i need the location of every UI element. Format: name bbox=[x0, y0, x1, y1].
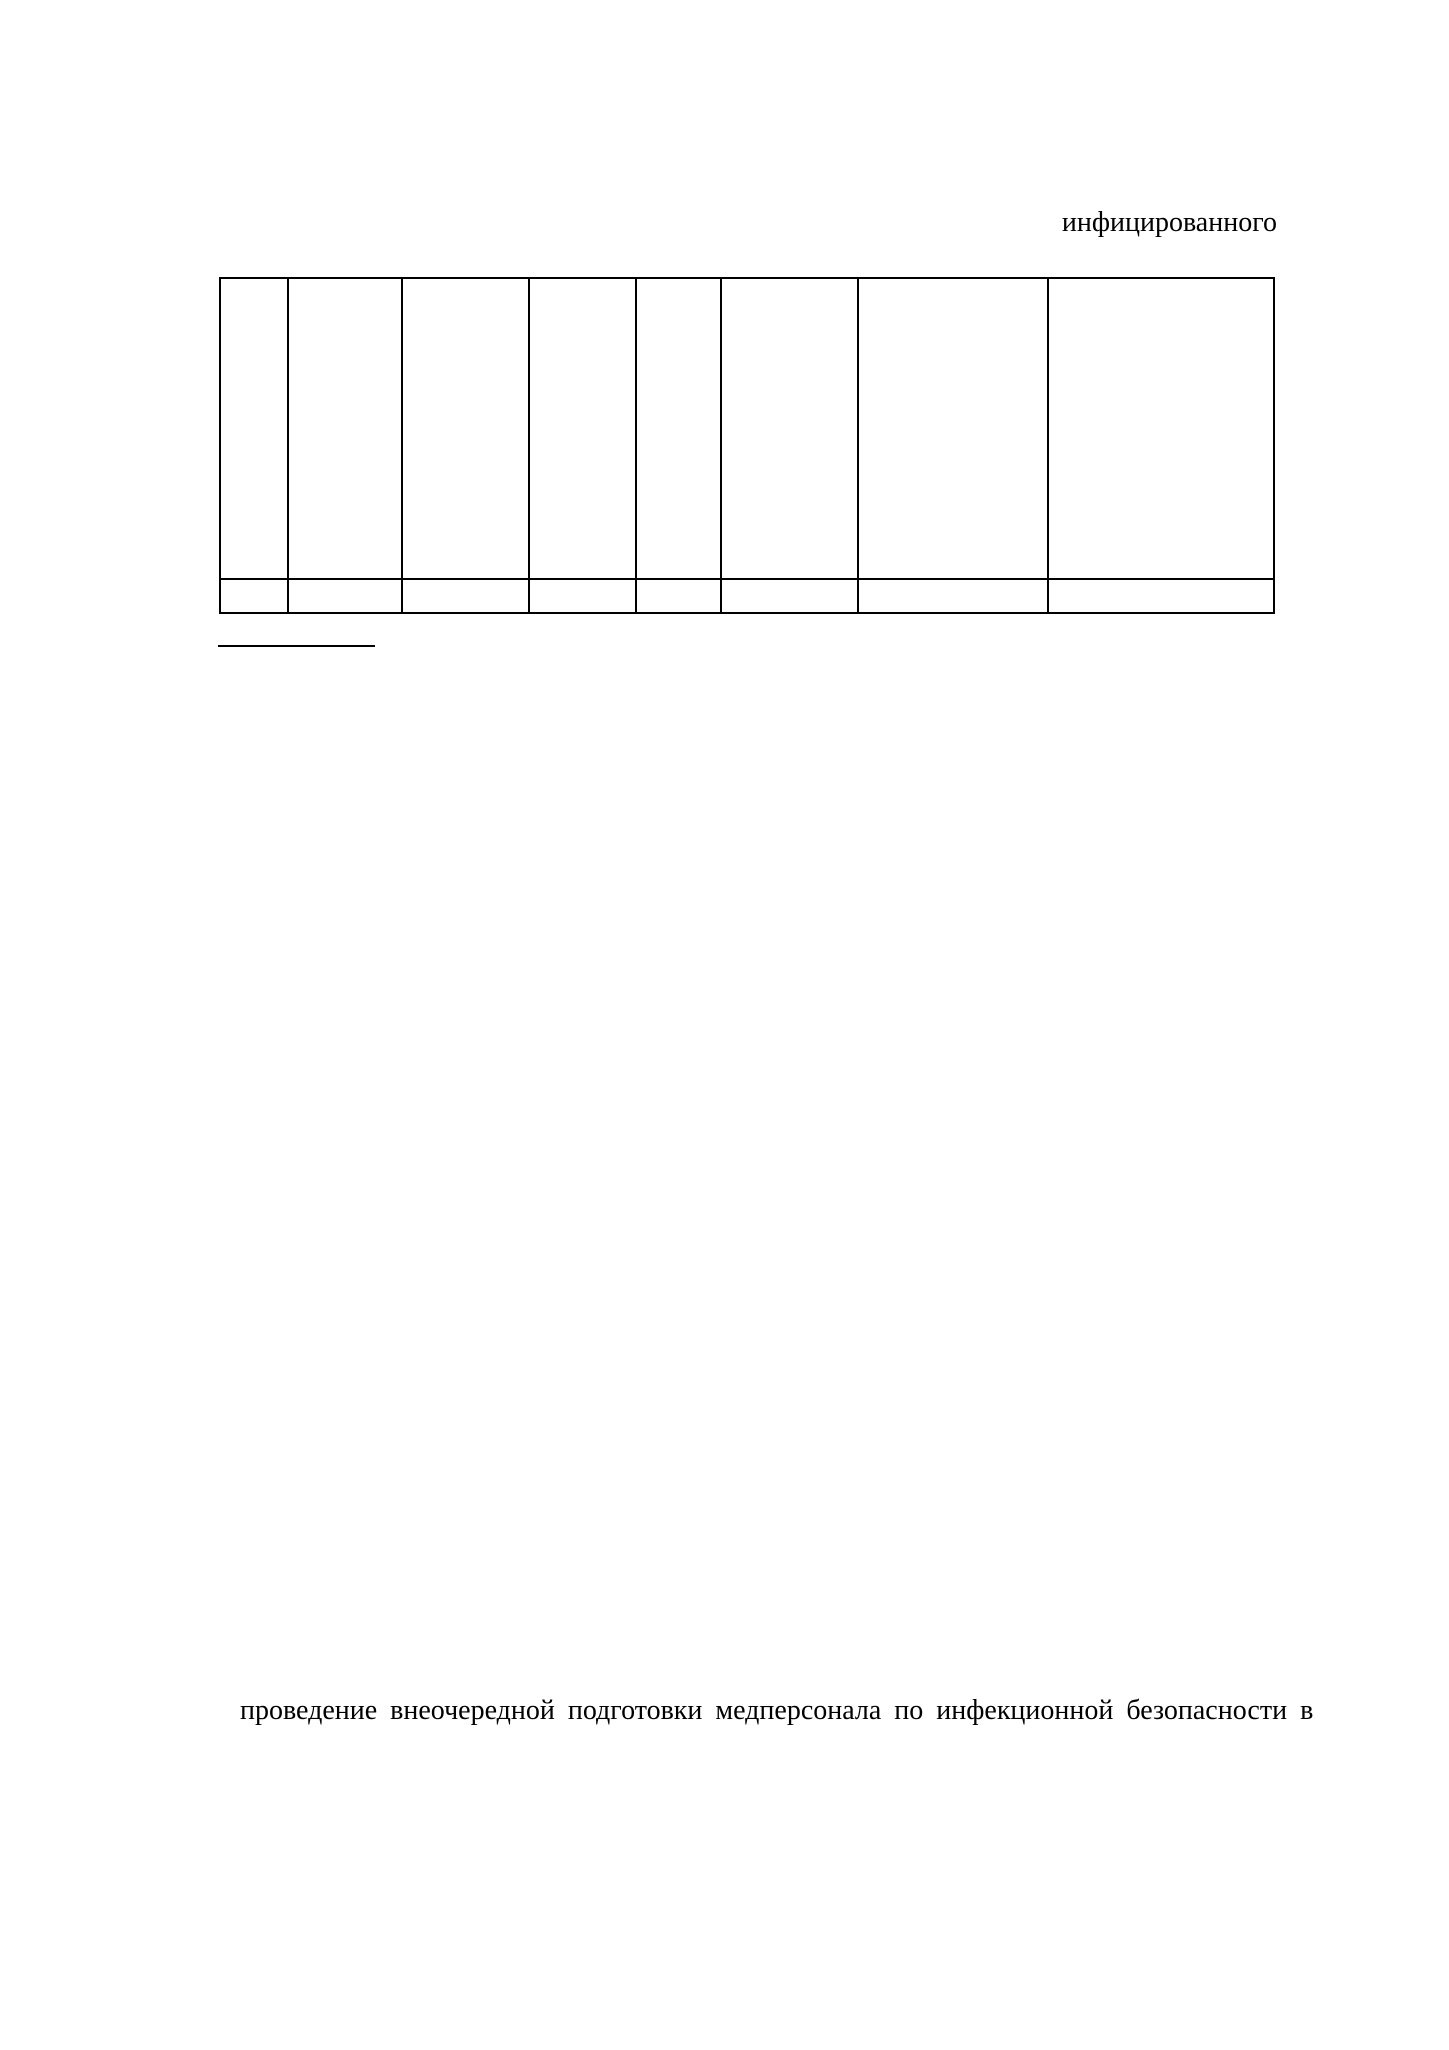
table-cell bbox=[529, 579, 636, 613]
table-cell bbox=[220, 579, 288, 613]
table-header-row bbox=[220, 278, 1274, 579]
table-cell bbox=[858, 278, 1048, 579]
table-cell bbox=[858, 579, 1048, 613]
table-cell bbox=[1048, 278, 1274, 579]
table-cell bbox=[636, 579, 721, 613]
table-row bbox=[220, 579, 1274, 613]
body-text-line: проведение внеочередной подготовки медперсонала по инфекционной безопасности в bbox=[240, 1695, 1314, 1726]
table-cell bbox=[220, 278, 288, 579]
table-cell bbox=[636, 278, 721, 579]
table-cell bbox=[288, 579, 402, 613]
table-cell bbox=[721, 278, 858, 579]
table-cell bbox=[721, 579, 858, 613]
table-cell bbox=[529, 278, 636, 579]
footnote-separator bbox=[218, 645, 375, 647]
blank-form-table bbox=[219, 277, 1275, 614]
table-cell bbox=[402, 278, 529, 579]
table-cell bbox=[1048, 579, 1274, 613]
top-text-fragment: инфицированного bbox=[1061, 207, 1277, 238]
table-cell bbox=[402, 579, 529, 613]
table-cell bbox=[288, 278, 402, 579]
